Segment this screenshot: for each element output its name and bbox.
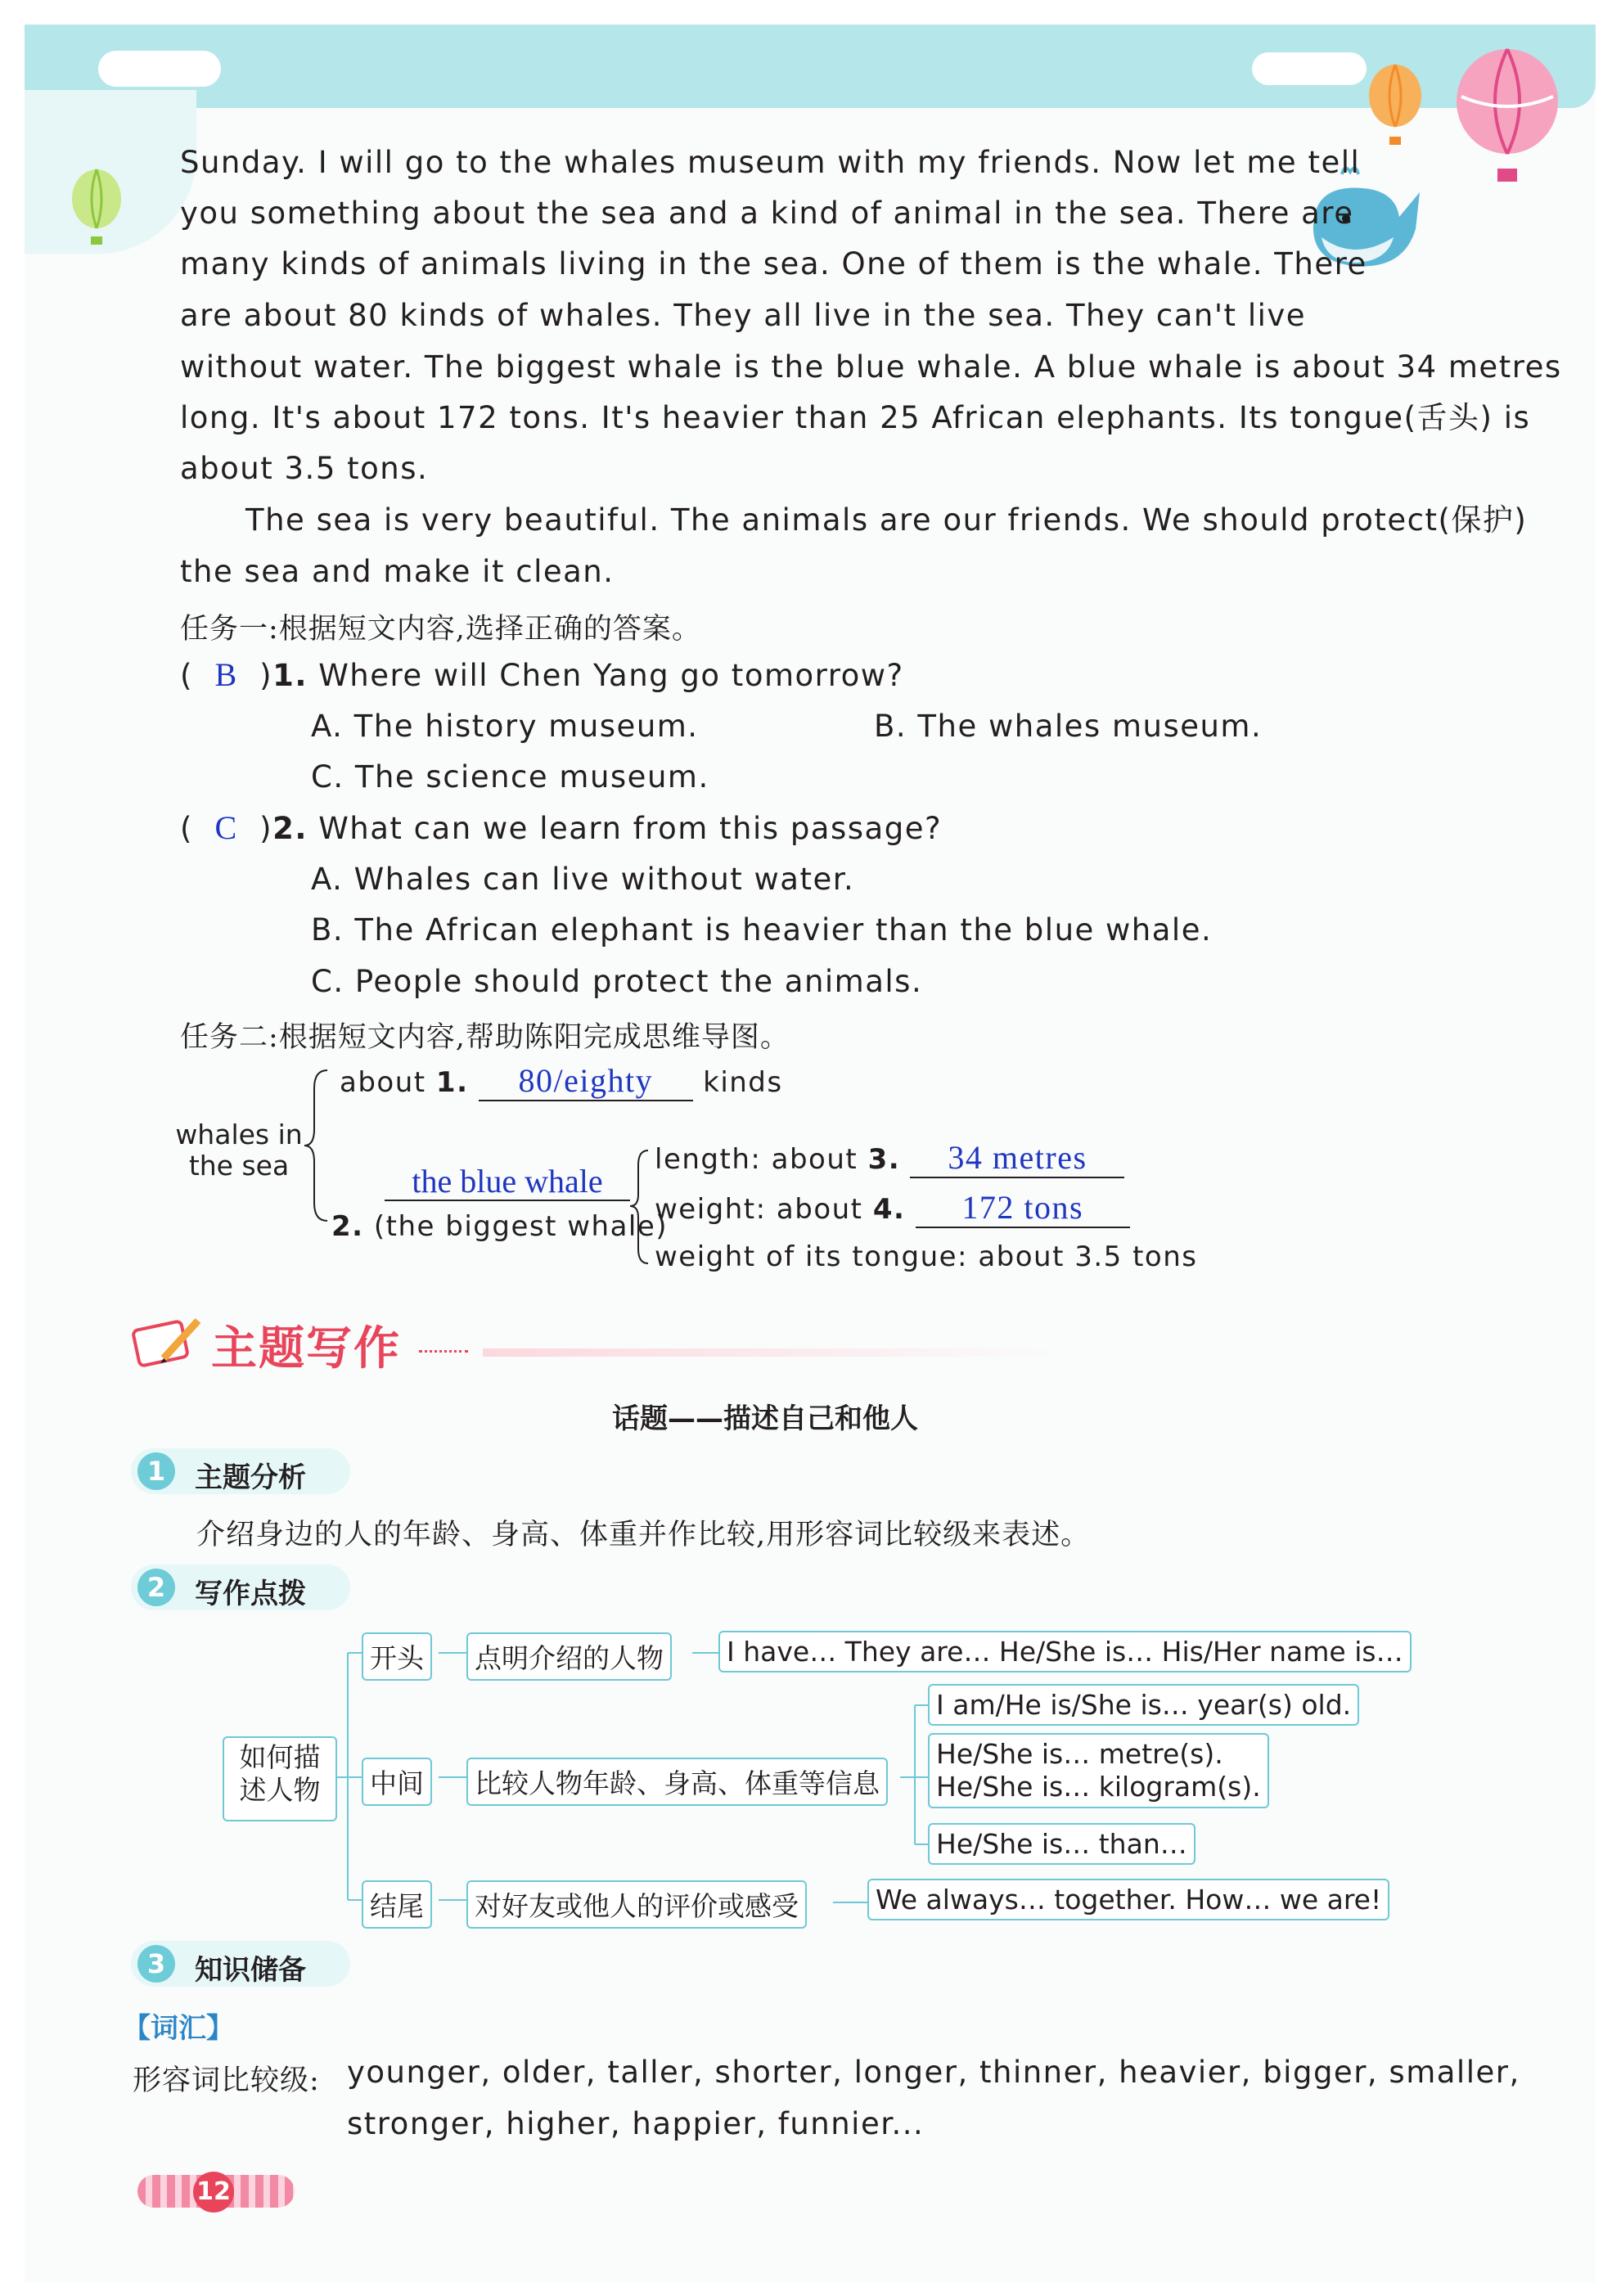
- mindmap-brace: [624, 1146, 656, 1268]
- passage-line: about 3.5 tons.: [180, 451, 429, 486]
- q2-option-b: B. The African elephant is heavier than the blue whale.: [311, 912, 1213, 948]
- map-middle-example-height-weight: He/She is… metre(s). He/She is… kilogram(s).: [928, 1733, 1269, 1808]
- answer-q2: C: [214, 809, 238, 846]
- passage-line: The sea is very beautiful. The animals are our friends. We should protect(保护): [245, 502, 1528, 538]
- q1-option-a: A. The history museum.: [311, 709, 699, 744]
- question-2-text: What can we learn from this passage?: [318, 811, 943, 846]
- analysis-text: 介绍身边的人的年龄、身高、体重并作比较,用形容词比较级来表述。: [196, 1519, 1091, 1551]
- question-2: ( C )2. What can we learn from this passage?: [180, 809, 943, 846]
- mindmap-branch-biggest: 2. (the biggest whale): [331, 1210, 669, 1243]
- vocab-line: stronger, higher, happier, funnier...: [347, 2106, 925, 2141]
- page-number: 12: [193, 2172, 234, 2213]
- section-number: 1: [137, 1452, 175, 1490]
- map-begin-example: I have… They are… He/She is… His/Her name is…: [718, 1631, 1412, 1672]
- map-middle-desc: 比较人物年龄、身高、体重等信息: [466, 1758, 888, 1806]
- section-header-writing: 主题写作: [211, 1322, 401, 1375]
- section-label: 写作点拨: [195, 1578, 306, 1610]
- vocab-prefix: 形容词比较级:: [133, 2064, 320, 2097]
- mindmap-brace: [303, 1064, 335, 1227]
- map-middle: 中间: [362, 1758, 432, 1806]
- map-middle-example-age: I am/He is/She is… year(s) old.: [928, 1684, 1359, 1726]
- balloon-icon: [1362, 61, 1428, 151]
- mindmap-tongue: weight of its tongue: about 3.5 tons: [655, 1240, 1198, 1273]
- vocab-line: younger, older, taller, shorter, longer, thinner, heavier, bigger, smaller,: [347, 2055, 1520, 2090]
- map-begin: 开头: [362, 1632, 432, 1681]
- answer-blank-2: the blue whale: [385, 1164, 630, 1201]
- task2-title: 任务二:根据短文内容,帮助陈阳完成思维导图。: [180, 1021, 790, 1054]
- q2-option-c: C. People should protect the animals.: [311, 964, 923, 999]
- passage-line: are about 80 kinds of whales. They all live in the sea. They can't live: [180, 298, 1307, 333]
- map-begin-desc: 点明介绍的人物: [466, 1632, 672, 1681]
- cloud-decoration: [98, 51, 221, 87]
- passage-line: long. It's about 172 tons. It's heavier than 25 African elephants. Its tongue(舌头) is: [180, 400, 1531, 435]
- cloud-decoration: [1252, 52, 1367, 85]
- passage-line: many kinds of animals living in the sea. One of them is the whale. There: [180, 246, 1367, 281]
- passage-line: the sea and make it clean.: [180, 554, 615, 589]
- map-end-example: We always… together. How… we are!: [867, 1879, 1389, 1920]
- answer-blank-4: 172 tons: [916, 1189, 1130, 1228]
- map-end: 结尾: [362, 1880, 432, 1929]
- question-1-text: Where will Chen Yang go tomorrow?: [318, 658, 904, 693]
- mindmap-weight: weight: about 4. 172 tons: [655, 1189, 1130, 1228]
- writing-map-root: 如何描 述人物: [223, 1736, 337, 1821]
- q2-option-a: A. Whales can live without water.: [311, 862, 855, 897]
- balloon-icon: [1450, 47, 1565, 187]
- answer-blank-3: 34 metres: [910, 1139, 1124, 1178]
- answer-blank-1: 80/eighty: [479, 1062, 693, 1101]
- task1-title: 任务一:根据短文内容,选择正确的答案。: [180, 613, 701, 646]
- q1-option-c: C. The science museum.: [311, 759, 709, 795]
- mindmap-length: length: about 3. 34 metres: [655, 1139, 1124, 1178]
- map-middle-example-compare: He/She is… than…: [928, 1823, 1195, 1865]
- mindmap-root: whales in the sea: [175, 1119, 303, 1182]
- pencil-clipboard-icon: [131, 1309, 205, 1375]
- balloon-icon: [64, 168, 129, 250]
- vocab-tag: 【词汇】: [123, 2012, 234, 2045]
- topic-title: 话题——描述自己和他人: [612, 1402, 918, 1435]
- section-number: 3: [137, 1945, 175, 1983]
- map-end-desc: 对好友或他人的评价或感受: [466, 1880, 807, 1929]
- answer-q1: B: [214, 656, 238, 693]
- passage-line: without water. The biggest whale is the blue whale. A blue whale is about 34 metres: [180, 349, 1562, 385]
- section-label: 主题分析: [195, 1461, 306, 1494]
- header-fade-line: [483, 1348, 1056, 1357]
- question-1: ( B )1. Where will Chen Yang go tomorrow?: [180, 656, 904, 693]
- passage-line: you something about the sea and a kind of animal in the sea. There are: [180, 196, 1354, 231]
- header-decoration: [419, 1350, 468, 1356]
- passage-line: Sunday. I will go to the whales museum with my friends. Now let me tell: [180, 145, 1361, 180]
- q1-option-b: B. The whales museum.: [874, 709, 1263, 744]
- mindmap-branch-kinds: about 1. 80/eighty kinds: [340, 1062, 783, 1101]
- section-label: 知识储备: [195, 1954, 306, 1987]
- section-number: 2: [137, 1569, 175, 1606]
